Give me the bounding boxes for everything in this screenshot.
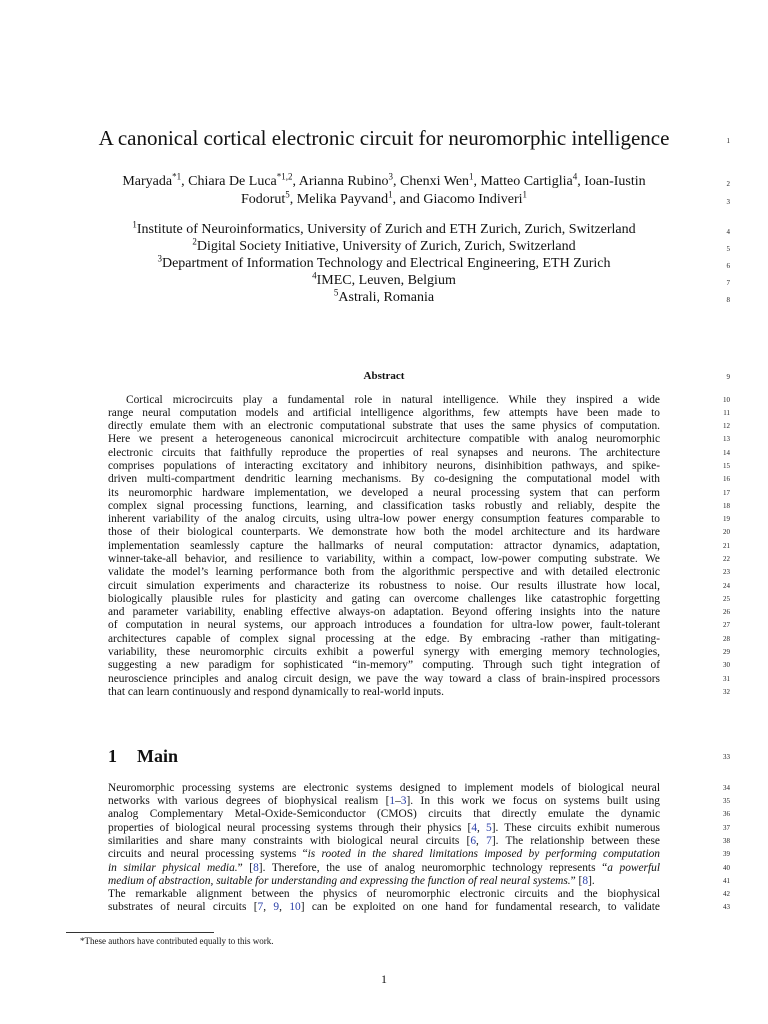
body-text: ]. These circuits exhibit numerous [491, 822, 660, 834]
affiliation-text: IMEC, Leuven, Belgium [316, 273, 456, 288]
line-number: 28 [723, 635, 730, 643]
affiliation-list [70, 221, 698, 306]
affiliation [70, 221, 698, 238]
line-number: 16 [723, 475, 730, 483]
line-number: 7 [726, 279, 730, 287]
abstract-line: those of their biological counterparts. We demonstrate how both the model architecture and its hardware [108, 526, 660, 538]
line-number: 14 [723, 449, 730, 457]
footnote-rule [66, 932, 214, 933]
abstract-line: architectures capable of complex signal processing at the edge. By embracing -rather than mitigating- [108, 633, 660, 645]
body-line [108, 900, 660, 914]
abstract-line: circuit simulation experiments and characterize its robustness to noise. Our results illustrate how local, [108, 580, 660, 592]
line-number: 42 [723, 890, 730, 898]
line-number: 12 [723, 422, 730, 430]
abstract-line: inherent variability of the analog circuits, using ultra-low power energy consumption features comparable to [108, 513, 660, 525]
author-name: , Arianna Rubino [292, 174, 389, 189]
quoted-text: a powerful [607, 862, 660, 874]
affiliation-sup: 4 [312, 270, 317, 281]
body-text: , [263, 901, 274, 913]
line-number: 24 [723, 582, 730, 590]
abstract-line: implementation seamlessly capture the hallmarks of neural computation: attractor dynamics, adaptation, [108, 540, 660, 552]
line-number: 27 [723, 621, 730, 629]
abstract-line: winner-take-all behavior, and resilience to variability, within a compact, low-power computing substrate. We [108, 553, 660, 565]
author-line-1 [70, 173, 698, 191]
line-number: 41 [723, 877, 730, 885]
line-number: 3 [726, 198, 730, 206]
line-number: 31 [723, 675, 730, 683]
author-name: , Matteo Cartiglia [473, 174, 573, 189]
section-heading [108, 746, 178, 767]
affiliation-text: Astrali, Romania [338, 290, 435, 305]
body-text: ]. The relationship between these [491, 835, 660, 847]
line-number: 33 [723, 753, 730, 761]
line-number: 19 [723, 515, 730, 523]
author-affil-sup: *1 [172, 171, 182, 182]
affiliation-sup: 1 [132, 219, 137, 230]
author-name: Fodorut [240, 192, 286, 207]
line-number: 21 [723, 542, 730, 550]
citation-link[interactable]: 5 [486, 822, 492, 834]
body-line [108, 821, 660, 835]
affiliation-text: Department of Information Technology and Electrical Engineering, ETH Zurich [161, 256, 611, 271]
affiliation-sup: 5 [333, 287, 339, 298]
abstract-line: complex signal processing functions, learning, and classification tasks robustly and reliably, despite the [108, 500, 660, 512]
paper-title: A canonical cortical electronic circuit for neuromorphic intelligence [98, 126, 670, 150]
affiliation [70, 289, 698, 306]
line-number: 13 [723, 435, 730, 443]
citation-link[interactable]: 7 [486, 835, 492, 847]
abstract-line: validate the model’s learning performance both from the algorithmic perspective and with detailed electronic [108, 566, 660, 578]
affiliation-sup: 3 [157, 253, 162, 264]
quoted-text: is rooted in the shared limitations imposed by performing computation [307, 848, 660, 860]
author-line-2 [70, 191, 698, 209]
affiliation-sup: 2 [192, 236, 197, 247]
citation-link[interactable]: 10 [289, 901, 301, 913]
author-affil-sup: 1 [388, 189, 393, 200]
body-text: , [477, 822, 487, 834]
abstract-line: suggesting a new paradigm for sophisticated “in-memory” computing. Through such tight integration of [108, 659, 660, 671]
author-name: , Chiara De Luca [181, 174, 277, 189]
citation-link[interactable]: 3 [400, 795, 407, 807]
line-number: 26 [723, 608, 730, 616]
line-number: 6 [726, 262, 730, 270]
affiliation-text: Digital Society Initiative, University of Zurich, Zurich, Switzerland [196, 239, 576, 254]
body-line [108, 834, 660, 848]
abstract-line: directly emulate them with an electronic computational substrate that uses the same physics of computation. [108, 420, 660, 432]
body-text: – [395, 795, 401, 807]
page-number: 1 [381, 972, 387, 986]
affiliation [70, 255, 698, 272]
line-number: 5 [726, 245, 730, 253]
line-number: 2 [726, 180, 730, 188]
citation-link[interactable]: 8 [253, 862, 259, 874]
author-name: , Ioan-Iustin [577, 174, 646, 189]
line-number: 34 [723, 784, 730, 792]
abstract-line: that can learn continuously and respond dynamically to real-world inputs. [108, 686, 444, 698]
section-number: 1 [108, 746, 117, 766]
author-name: , Chenxi Wen [393, 174, 470, 189]
abstract-line: biologically plausible rules for plasticity and gating can overcome challenges like catastrophic forgetting [108, 593, 660, 605]
quoted-text: medium of abstraction, suitable for understanding and expressing the function of real neural systems. [108, 875, 571, 887]
affiliation [70, 272, 698, 289]
body-line [108, 861, 660, 875]
line-number: 15 [723, 462, 730, 470]
line-number: 23 [723, 568, 730, 576]
line-number: 36 [723, 810, 730, 818]
author-affil-sup: *1,2 [276, 171, 293, 182]
body-text: ]. [588, 875, 595, 887]
abstract-line: neuroscience principles and analog circuit design, we pave the way toward a class of brain-inspired processors [108, 673, 660, 685]
line-number: 18 [723, 502, 730, 510]
quoted-text: in similar physical media. [108, 862, 238, 874]
line-number: 37 [723, 824, 730, 832]
affiliation-text: Institute of Neuroinformatics, University of Zurich and ETH Zurich, Zurich, Switzerland [136, 222, 636, 237]
citation-link[interactable]: 9 [273, 901, 280, 913]
abstract-line: variability, these neuromorphic circuits exhibit a powerful synergy with emerging memory technologies, [108, 646, 660, 658]
line-number: 17 [723, 489, 730, 497]
line-number: 10 [723, 396, 730, 404]
affiliation [70, 238, 698, 255]
citation-link[interactable]: 8 [582, 875, 589, 887]
body-text: ] can be exploited on one hand for fundamental research, to validate [300, 901, 660, 913]
abstract-line: and parameter variability, enabling effective always-on adaptation. Beyond offering insights into the nature [108, 606, 660, 618]
author-list [70, 173, 698, 209]
line-number: 32 [723, 688, 730, 696]
line-number: 22 [723, 555, 730, 563]
line-number: 4 [726, 228, 730, 236]
line-number: 20 [723, 528, 730, 536]
author-name: Maryada [122, 174, 173, 189]
author-affil-sup: 5 [285, 189, 290, 200]
body-line: The remarkable alignment between the physics of neuromorphic electronic circuits and the biophysical [108, 888, 660, 900]
section-title: Main [137, 746, 179, 766]
body-text: networks with various degrees of biophysical realism [ [108, 795, 390, 807]
body-text: , [279, 901, 290, 913]
author-affil-sup: 3 [388, 171, 394, 182]
abstract-heading: Abstract [363, 370, 405, 382]
body-line: analog Complementary Metal-Oxide-Semiconductor (CMOS) circuits that directly emulate the dynamic [108, 808, 660, 820]
body-text: , [476, 835, 487, 847]
author-affil-sup: 1 [469, 171, 474, 182]
line-number: 40 [723, 864, 730, 872]
body-text: ” [ [237, 862, 254, 874]
abstract-line: electronic circuits that faithfully reproduce the properties of real synapses and neurons. The architecture [108, 447, 660, 459]
abstract-line: range neural computation models and artificial intelligence algorithms, few attempts have been made to [108, 407, 660, 419]
line-number: 43 [723, 903, 730, 911]
body-text: circuits and neural processing systems “ [108, 848, 308, 860]
body-text: similarities and share many constraints with biological neural circuits [ [108, 835, 471, 847]
abstract-line: Here we present a heterogeneous canonical microcircuit architecture compatible with analog neuromorphic [108, 433, 660, 445]
author-affil-sup: 4 [572, 171, 578, 182]
body-line [108, 847, 660, 861]
line-number: 11 [723, 409, 730, 417]
author-name: , Melika Payvand [289, 192, 389, 207]
body-line [108, 794, 660, 808]
body-line [108, 874, 660, 888]
line-number: 29 [723, 648, 730, 656]
author-name: , and Giacomo Indiveri [392, 192, 523, 207]
abstract-line: driven multi-compartment dendritic learning mechanisms. By co-designing the computational model with [108, 473, 660, 485]
author-affil-sup: 1 [522, 189, 528, 200]
footnote: *These authors have contributed equally to this work. [80, 936, 274, 946]
line-number: 9 [726, 373, 730, 381]
body-text: ” [ [570, 875, 583, 887]
abstract-line: of computation in neural systems, our approach introduces a foundation for ultra-low power, fault-tolerant [108, 619, 660, 631]
line-number: 39 [723, 850, 730, 858]
body-line: Neuromorphic processing systems are electronic systems designed to implement models of biological neural [108, 782, 660, 794]
line-number: 35 [723, 797, 730, 805]
abstract-line: its neuromorphic hardware implementation, we developed a neural processing system that can perform [108, 487, 660, 499]
abstract-line: comprises populations of interacting excitatory and inhibitory neurons, disinhibition pathways, and spike- [108, 460, 660, 472]
line-number: 25 [723, 595, 730, 603]
line-number: 1 [726, 137, 730, 145]
citation-link[interactable]: 6 [470, 835, 477, 847]
line-number: 38 [723, 837, 730, 845]
citation-link[interactable]: 7 [257, 901, 264, 913]
line-number: 30 [723, 661, 730, 669]
citation-link[interactable]: 1 [389, 795, 396, 807]
citation-link[interactable]: 4 [471, 822, 478, 834]
body-text: properties of biological neural processing systems through their physics [ [108, 822, 472, 834]
line-number: 8 [726, 296, 730, 304]
body-text: ]. Therefore, the use of analog neuromorphic technology represents “ [258, 862, 608, 874]
body-text: substrates of neural circuits [ [108, 901, 258, 913]
body-text: ]. In this work we focus on systems built using [406, 795, 660, 807]
abstract-line: Cortical microcircuits play a fundamental role in natural intelligence. While they inspired a wide [126, 394, 660, 406]
